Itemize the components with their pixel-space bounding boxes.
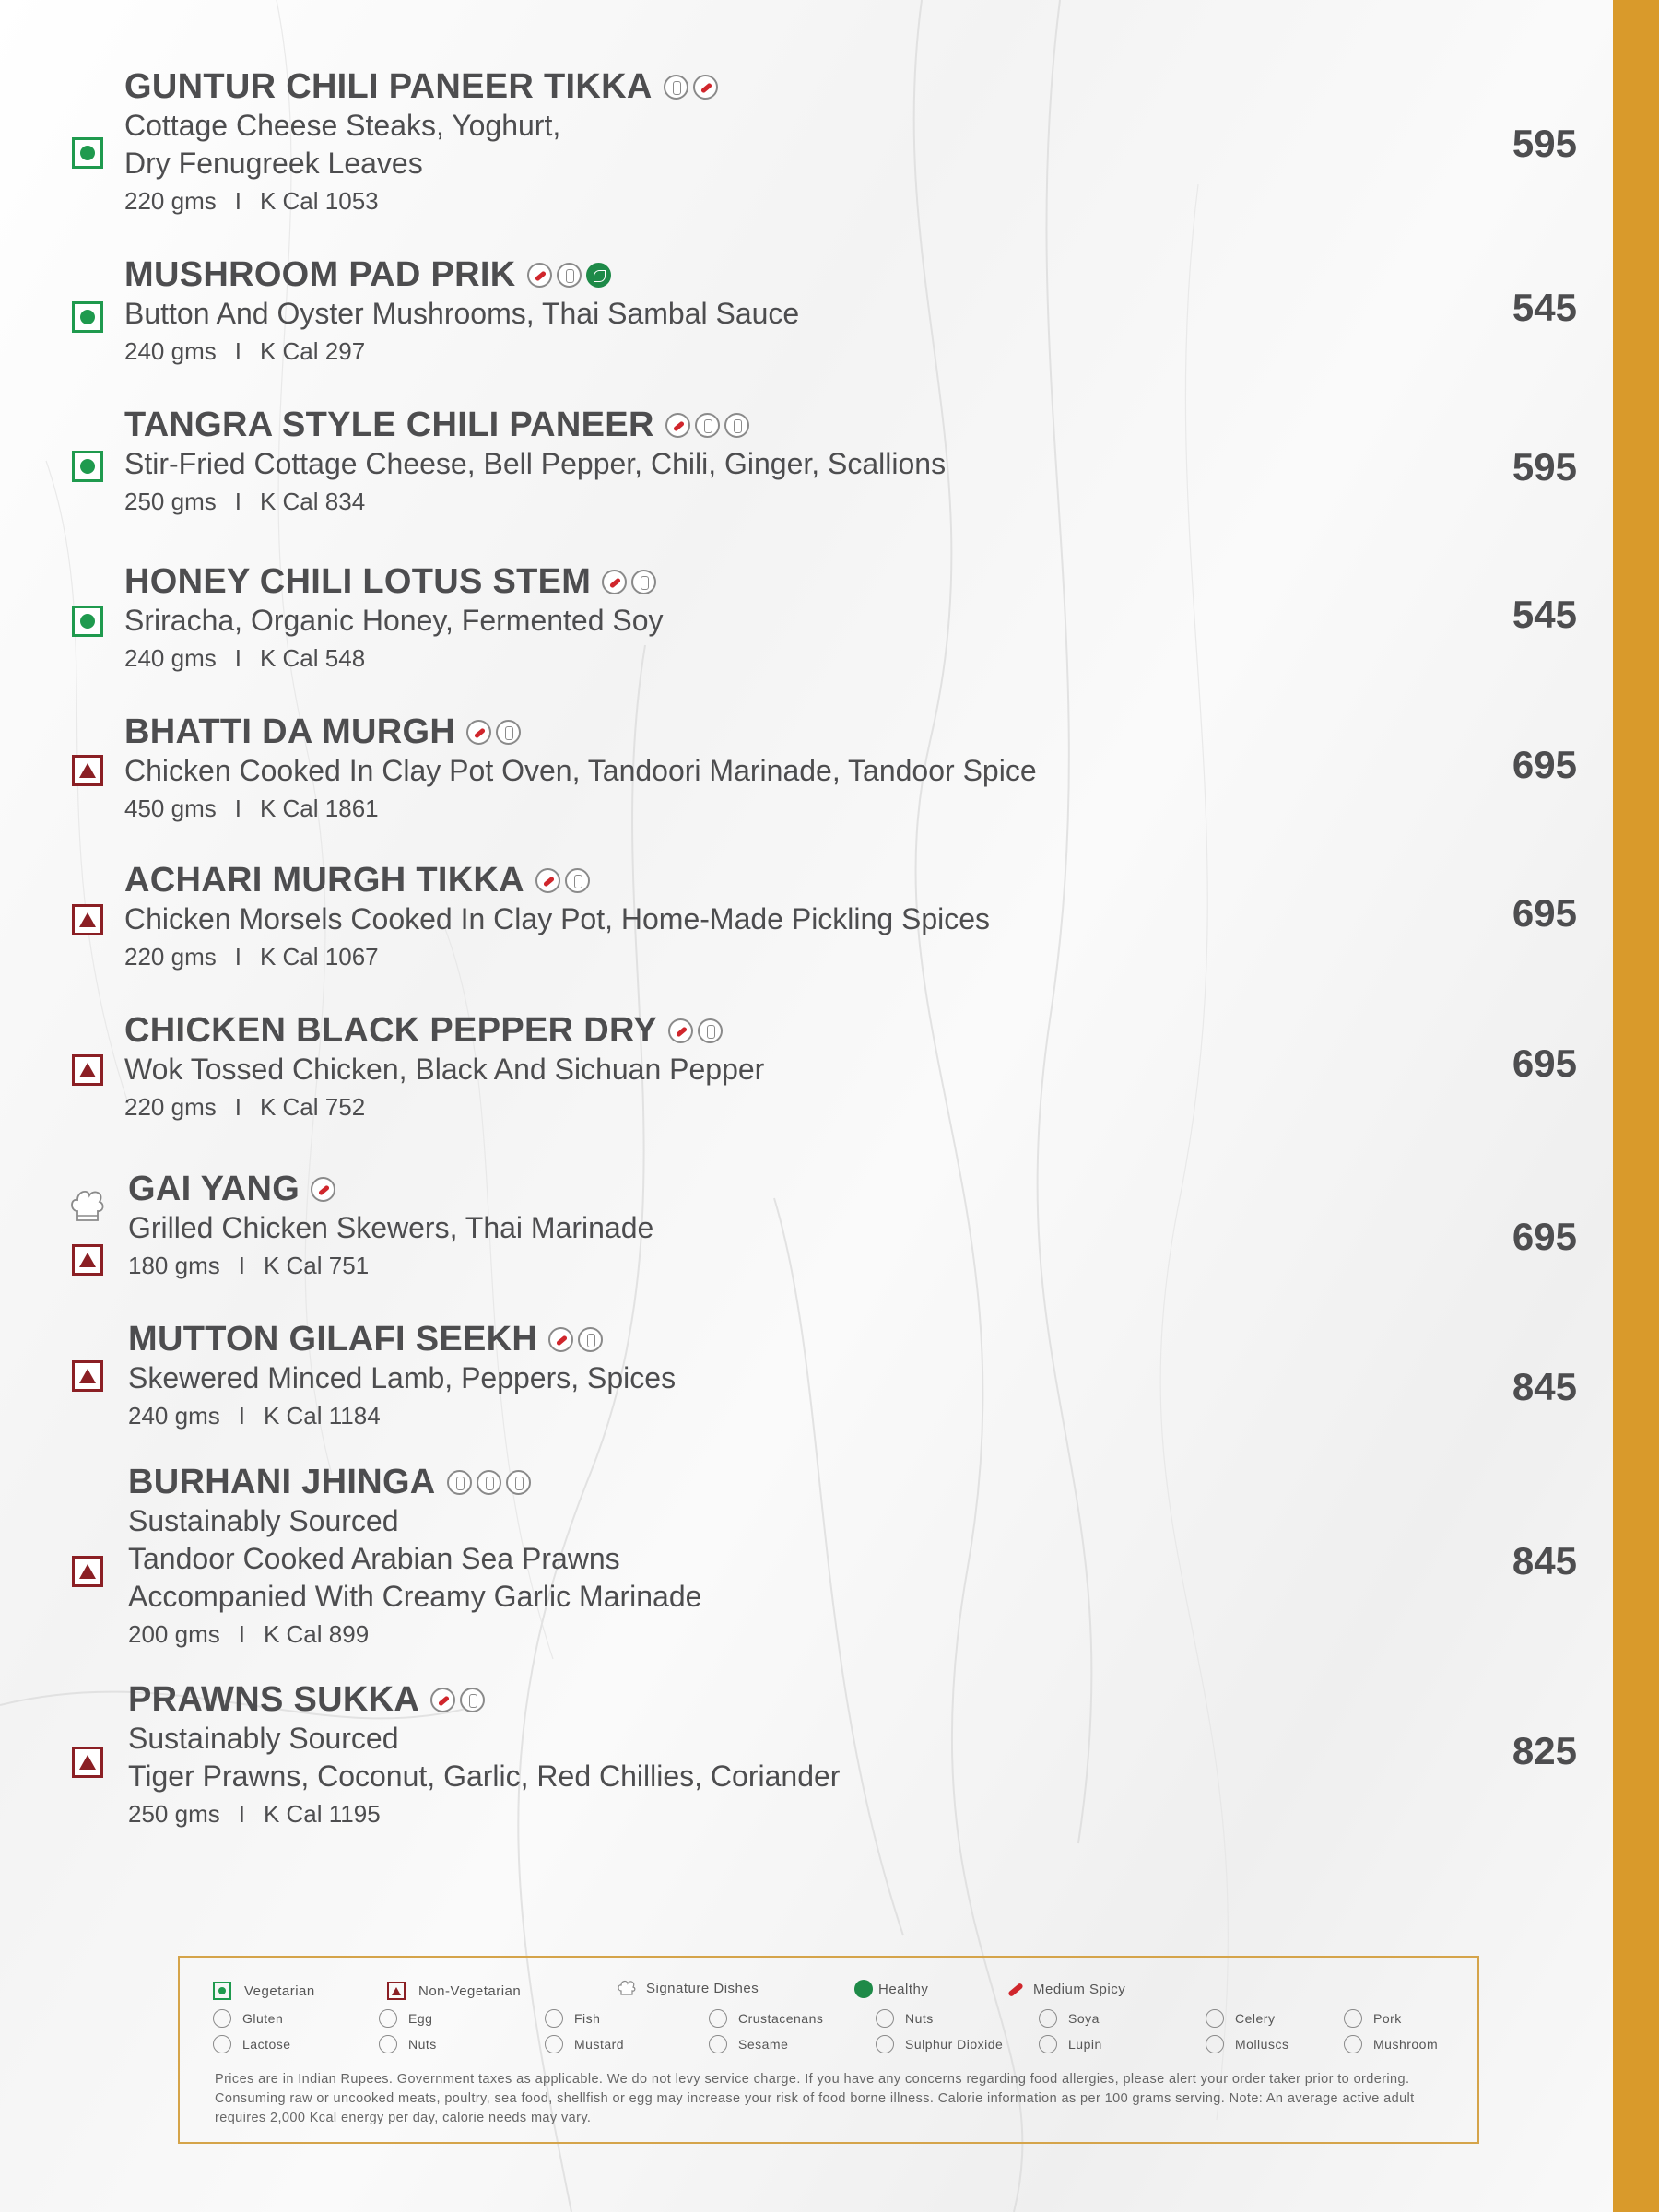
fish-icon [545, 2009, 563, 2028]
lactose-icon [496, 720, 521, 745]
legend-label: Healthy [878, 1981, 929, 1997]
dish-name-row [124, 561, 1590, 602]
dish-description: Accompanied With Creamy Garlic Marinade [128, 1580, 702, 1613]
dish-name-row [124, 860, 1590, 900]
dish-weight: 240 gms [124, 337, 217, 365]
dish-meta [124, 1088, 1590, 1125]
dish-description: Button And Oyster Mushrooms, Thai Sambal Sauce [124, 297, 800, 330]
nonveg-mark-icon [72, 1747, 103, 1778]
legend-allergen [213, 2035, 291, 2053]
dish-name: MUTTON GILAFI SEEKH [128, 1319, 538, 1359]
legend-label: Egg [408, 2011, 433, 2026]
dish-meta [128, 1616, 1594, 1653]
menu-item [128, 1679, 1594, 1832]
dish-name-row [124, 66, 1590, 107]
legend-allergen [1206, 2035, 1288, 2053]
dish-name: GUNTUR CHILI PANEER TIKKA [124, 66, 653, 106]
dish-kcal: K Cal 548 [259, 644, 366, 672]
menu-item [124, 561, 1590, 677]
dish-weight: 180 gms [128, 1252, 220, 1279]
dish-name-row [128, 1462, 1594, 1502]
dish-weight: 250 gms [124, 488, 217, 515]
healthy-icon [586, 263, 611, 288]
healthy-icon [854, 1980, 873, 1998]
separator: I [234, 187, 241, 215]
legend-healthy [854, 1980, 928, 1998]
legend-allergen [1344, 2009, 1402, 2028]
legend-non-vegetarian [387, 1982, 521, 2000]
lactose-icon [213, 2035, 231, 2053]
chef-hat-icon [617, 1980, 637, 1996]
veg-mark-icon [72, 451, 103, 482]
sulphur-dioxide-icon [876, 2035, 894, 2053]
dish-price: 825 [1512, 1729, 1577, 1772]
dish-name: BURHANI JHINGA [128, 1462, 436, 1501]
dish-price: 545 [1512, 593, 1577, 636]
veg-mark-icon [72, 606, 103, 637]
legend-allergen [709, 2009, 823, 2028]
dish-kcal: K Cal 297 [259, 337, 366, 365]
dish-description: Cottage Cheese Steaks, Yoghurt, [124, 109, 561, 142]
legend-label: Mushroom [1373, 2037, 1439, 2052]
dish-description: Tandoor Cooked Arabian Sea Prawns [128, 1542, 620, 1575]
dish-name: MUSHROOM PAD PRIK [124, 254, 516, 294]
sesame-icon [709, 2035, 727, 2053]
dish-kcal: K Cal 751 [263, 1252, 370, 1279]
dish-name-row [124, 1010, 1590, 1051]
dish-meta [128, 1795, 1594, 1832]
legend-label: Sesame [738, 2037, 789, 2052]
nonveg-mark-icon [72, 1360, 103, 1392]
lactose-icon [565, 868, 590, 893]
menu-item [124, 860, 1590, 975]
dish-meta [128, 1247, 1594, 1284]
chili-icon [693, 75, 718, 100]
nuts-icon [876, 2009, 894, 2028]
dish-meta [124, 640, 1590, 677]
gluten-icon [213, 2009, 231, 2028]
legend-allergen [1344, 2035, 1438, 2053]
dish-weight: 250 gms [128, 1800, 220, 1828]
dish-name-row [124, 405, 1590, 445]
dish-kcal: K Cal 899 [263, 1620, 370, 1648]
veg-mark-icon [213, 1982, 231, 2000]
chili-icon [602, 570, 627, 594]
legend-label: Mustard [574, 2037, 625, 2052]
celery-icon [1206, 2009, 1224, 2028]
chili-icon [668, 1018, 693, 1043]
dish-name-row [124, 712, 1590, 752]
pork-icon [1344, 2009, 1362, 2028]
separator: I [234, 794, 241, 822]
dish-description: Sustainably Sourced [128, 1722, 399, 1755]
legend-label: Medium Spicy [1033, 1982, 1126, 1997]
dish-meta [128, 1397, 1594, 1434]
accent-sidebar [1613, 0, 1659, 2212]
legend-label: Fish [574, 2011, 601, 2026]
separator: I [234, 644, 241, 672]
separator: I [234, 488, 241, 515]
dish-weight: 220 gms [124, 943, 217, 971]
dish-kcal: K Cal 1861 [259, 794, 379, 822]
separator: I [234, 1093, 241, 1121]
molluscs-icon [1206, 2035, 1224, 2053]
dish-description: Chicken Morsels Cooked In Clay Pot, Home-Made Pickling Spices [124, 902, 991, 935]
legend-allergen [213, 2009, 283, 2028]
dish-weight: 220 gms [124, 1093, 217, 1121]
legend-note: Prices are in Indian Rupees. Government taxes as applicable. We do not levy service charge. If you have any concerns regarding food allergies, please alert your order taker prior to ordering. Consuming raw or uncooked meats, poultry, sea food, shellfish or egg may increase your risk of food borne illness. Calorie information as per 100 grams serving. Note: An average active adult requires 2,000 Kcal energy per day, calorie needs may vary. [215, 2072, 1415, 2125]
legend-allergen [379, 2009, 432, 2028]
chili-icon [311, 1177, 335, 1202]
dish-description: Skewered Minced Lamb, Peppers, Spices [128, 1361, 677, 1394]
legend-signature [617, 1980, 759, 1996]
dish-name-row [128, 1169, 1594, 1209]
separator: I [238, 1252, 245, 1279]
dish-description: Wok Tossed Chicken, Black And Sichuan Pepper [124, 1053, 765, 1086]
dish-name: TANGRA STYLE CHILI PANEER [124, 405, 654, 444]
nuts-icon [379, 2035, 397, 2053]
dish-kcal: K Cal 752 [259, 1093, 366, 1121]
veg-mark-icon [72, 301, 103, 333]
dish-kcal: K Cal 1195 [263, 1800, 381, 1828]
legend-label: Nuts [905, 2011, 934, 2026]
legend-label: Crustacenans [738, 2011, 824, 2026]
menu-item [124, 66, 1590, 219]
dish-name: HONEY CHILI LOTUS STEM [124, 561, 592, 601]
dish-weight: 220 gms [124, 187, 217, 215]
separator: I [238, 1402, 245, 1430]
dish-meta [124, 790, 1590, 827]
nonveg-mark-icon [387, 1982, 406, 2000]
chili-icon [466, 720, 491, 745]
legend-label: Pork [1373, 2011, 1402, 2026]
legend-allergen [545, 2009, 600, 2028]
dish-description: Grilled Chicken Skewers, Thai Marinade [128, 1211, 654, 1244]
dish-meta [124, 483, 1590, 520]
dish-price: 545 [1512, 286, 1577, 329]
dish-price: 845 [1512, 1365, 1577, 1408]
lactose-icon [477, 1470, 501, 1495]
dish-kcal: K Cal 1053 [259, 187, 379, 215]
menu-item [128, 1169, 1594, 1284]
dish-description: Chicken Cooked In Clay Pot Oven, Tandoori Marinade, Tandoor Spice [124, 754, 1037, 787]
dish-description: Dry Fenugreek Leaves [124, 147, 423, 180]
dish-name: PRAWNS SUKKA [128, 1679, 420, 1719]
separator: I [234, 943, 241, 971]
dish-name-row [128, 1319, 1594, 1359]
legend-label: Vegetarian [244, 1983, 315, 1999]
dish-price: 845 [1512, 1539, 1577, 1583]
dish-name-row [128, 1679, 1594, 1720]
chef-hat-icon [68, 1187, 107, 1226]
dish-price: 695 [1512, 1215, 1577, 1258]
legend-label: Non-Vegetarian [418, 1983, 522, 1999]
lactose-icon [664, 75, 688, 100]
legend-label: Lactose [242, 2037, 291, 2052]
dish-name: ACHARI MURGH TIKKA [124, 860, 524, 900]
lactose-icon [724, 413, 749, 438]
gluten-icon [698, 1018, 723, 1043]
legend-label: Celery [1235, 2011, 1276, 2026]
separator: I [234, 337, 241, 365]
dish-weight: 240 gms [128, 1402, 220, 1430]
dish-description: Sriracha, Organic Honey, Fermented Soy [124, 604, 664, 637]
dish-description: Sustainably Sourced [128, 1504, 399, 1537]
lupin-icon [1039, 2035, 1057, 2053]
separator: I [238, 1800, 245, 1828]
legend-label: Nuts [408, 2037, 437, 2052]
nonveg-mark-icon [72, 1244, 103, 1276]
dish-meta [124, 182, 1590, 219]
gluten-icon [557, 263, 582, 288]
menu-item [128, 1462, 1594, 1653]
mustard-icon [545, 2035, 563, 2053]
legend-allergen [876, 2009, 934, 2028]
nonveg-mark-icon [72, 1556, 103, 1587]
dish-meta [124, 333, 1590, 370]
dish-price: 695 [1512, 891, 1577, 935]
dish-weight: 240 gms [124, 644, 217, 672]
dish-meta [124, 938, 1590, 975]
dish-price: 695 [1512, 743, 1577, 786]
veg-mark-icon [72, 137, 103, 169]
legend-label: Gluten [242, 2011, 284, 2026]
dish-name: BHATTI DA MURGH [124, 712, 456, 751]
dish-kcal: K Cal 1184 [263, 1402, 381, 1430]
legend-label: Sulphur Dioxide [905, 2037, 1004, 2052]
legend-allergen [379, 2035, 437, 2053]
egg-icon [379, 2009, 397, 2028]
legend-label: Signature Dishes [646, 1980, 759, 1996]
dish-name-row [124, 254, 1590, 295]
dish-weight: 200 gms [128, 1620, 220, 1648]
legend-medium-spicy [1007, 1982, 1125, 1997]
nonveg-mark-icon [72, 1054, 103, 1086]
chili-icon [535, 868, 560, 893]
nonveg-mark-icon [72, 904, 103, 935]
legend-allergen [545, 2035, 624, 2053]
menu-item [124, 1010, 1590, 1125]
dish-kcal: K Cal 834 [259, 488, 366, 515]
legend-allergen [1039, 2009, 1100, 2028]
menu-item [128, 1319, 1594, 1434]
legend-label: Molluscs [1235, 2037, 1289, 2052]
legend-allergen [876, 2035, 1003, 2053]
menu-item [124, 405, 1590, 520]
gluten-icon [631, 570, 656, 594]
dish-price: 695 [1512, 1041, 1577, 1085]
dish-description: Stir-Fried Cottage Cheese, Bell Pepper, Chili, Ginger, Scallions [124, 447, 947, 480]
menu-item [124, 254, 1590, 370]
nonveg-mark-icon [72, 755, 103, 786]
dish-description: Tiger Prawns, Coconut, Garlic, Red Chillies, Coriander [128, 1759, 841, 1793]
gluten-icon [695, 413, 720, 438]
legend-allergen [1206, 2009, 1275, 2028]
dish-name: GAI YANG [128, 1169, 300, 1208]
legend-vegetarian [213, 1982, 315, 2000]
soya-icon [447, 1470, 472, 1495]
dish-price: 595 [1512, 445, 1577, 488]
legend-box [178, 1956, 1479, 2144]
legend-label: Lupin [1068, 2037, 1102, 2052]
mushroom-icon [1344, 2035, 1362, 2053]
dish-weight: 450 gms [124, 794, 217, 822]
crustaceans-icon [506, 1470, 531, 1495]
legend-label: Soya [1068, 2011, 1100, 2026]
lactose-icon [578, 1327, 603, 1352]
chili-icon [1007, 1982, 1024, 1996]
separator: I [238, 1620, 245, 1648]
chili-icon [548, 1327, 573, 1352]
legend-allergen [1039, 2035, 1102, 2053]
soya-icon [1039, 2009, 1057, 2028]
legend-allergen [709, 2035, 788, 2053]
dish-kcal: K Cal 1067 [259, 943, 379, 971]
crustaceans-icon [460, 1688, 485, 1712]
chili-icon [430, 1688, 455, 1712]
dish-price: 595 [1512, 122, 1577, 165]
chili-icon [527, 263, 552, 288]
dish-name: CHICKEN BLACK PEPPER DRY [124, 1010, 657, 1050]
chili-icon [665, 413, 690, 438]
menu-item [124, 712, 1590, 827]
crustaceans-icon [709, 2009, 727, 2028]
